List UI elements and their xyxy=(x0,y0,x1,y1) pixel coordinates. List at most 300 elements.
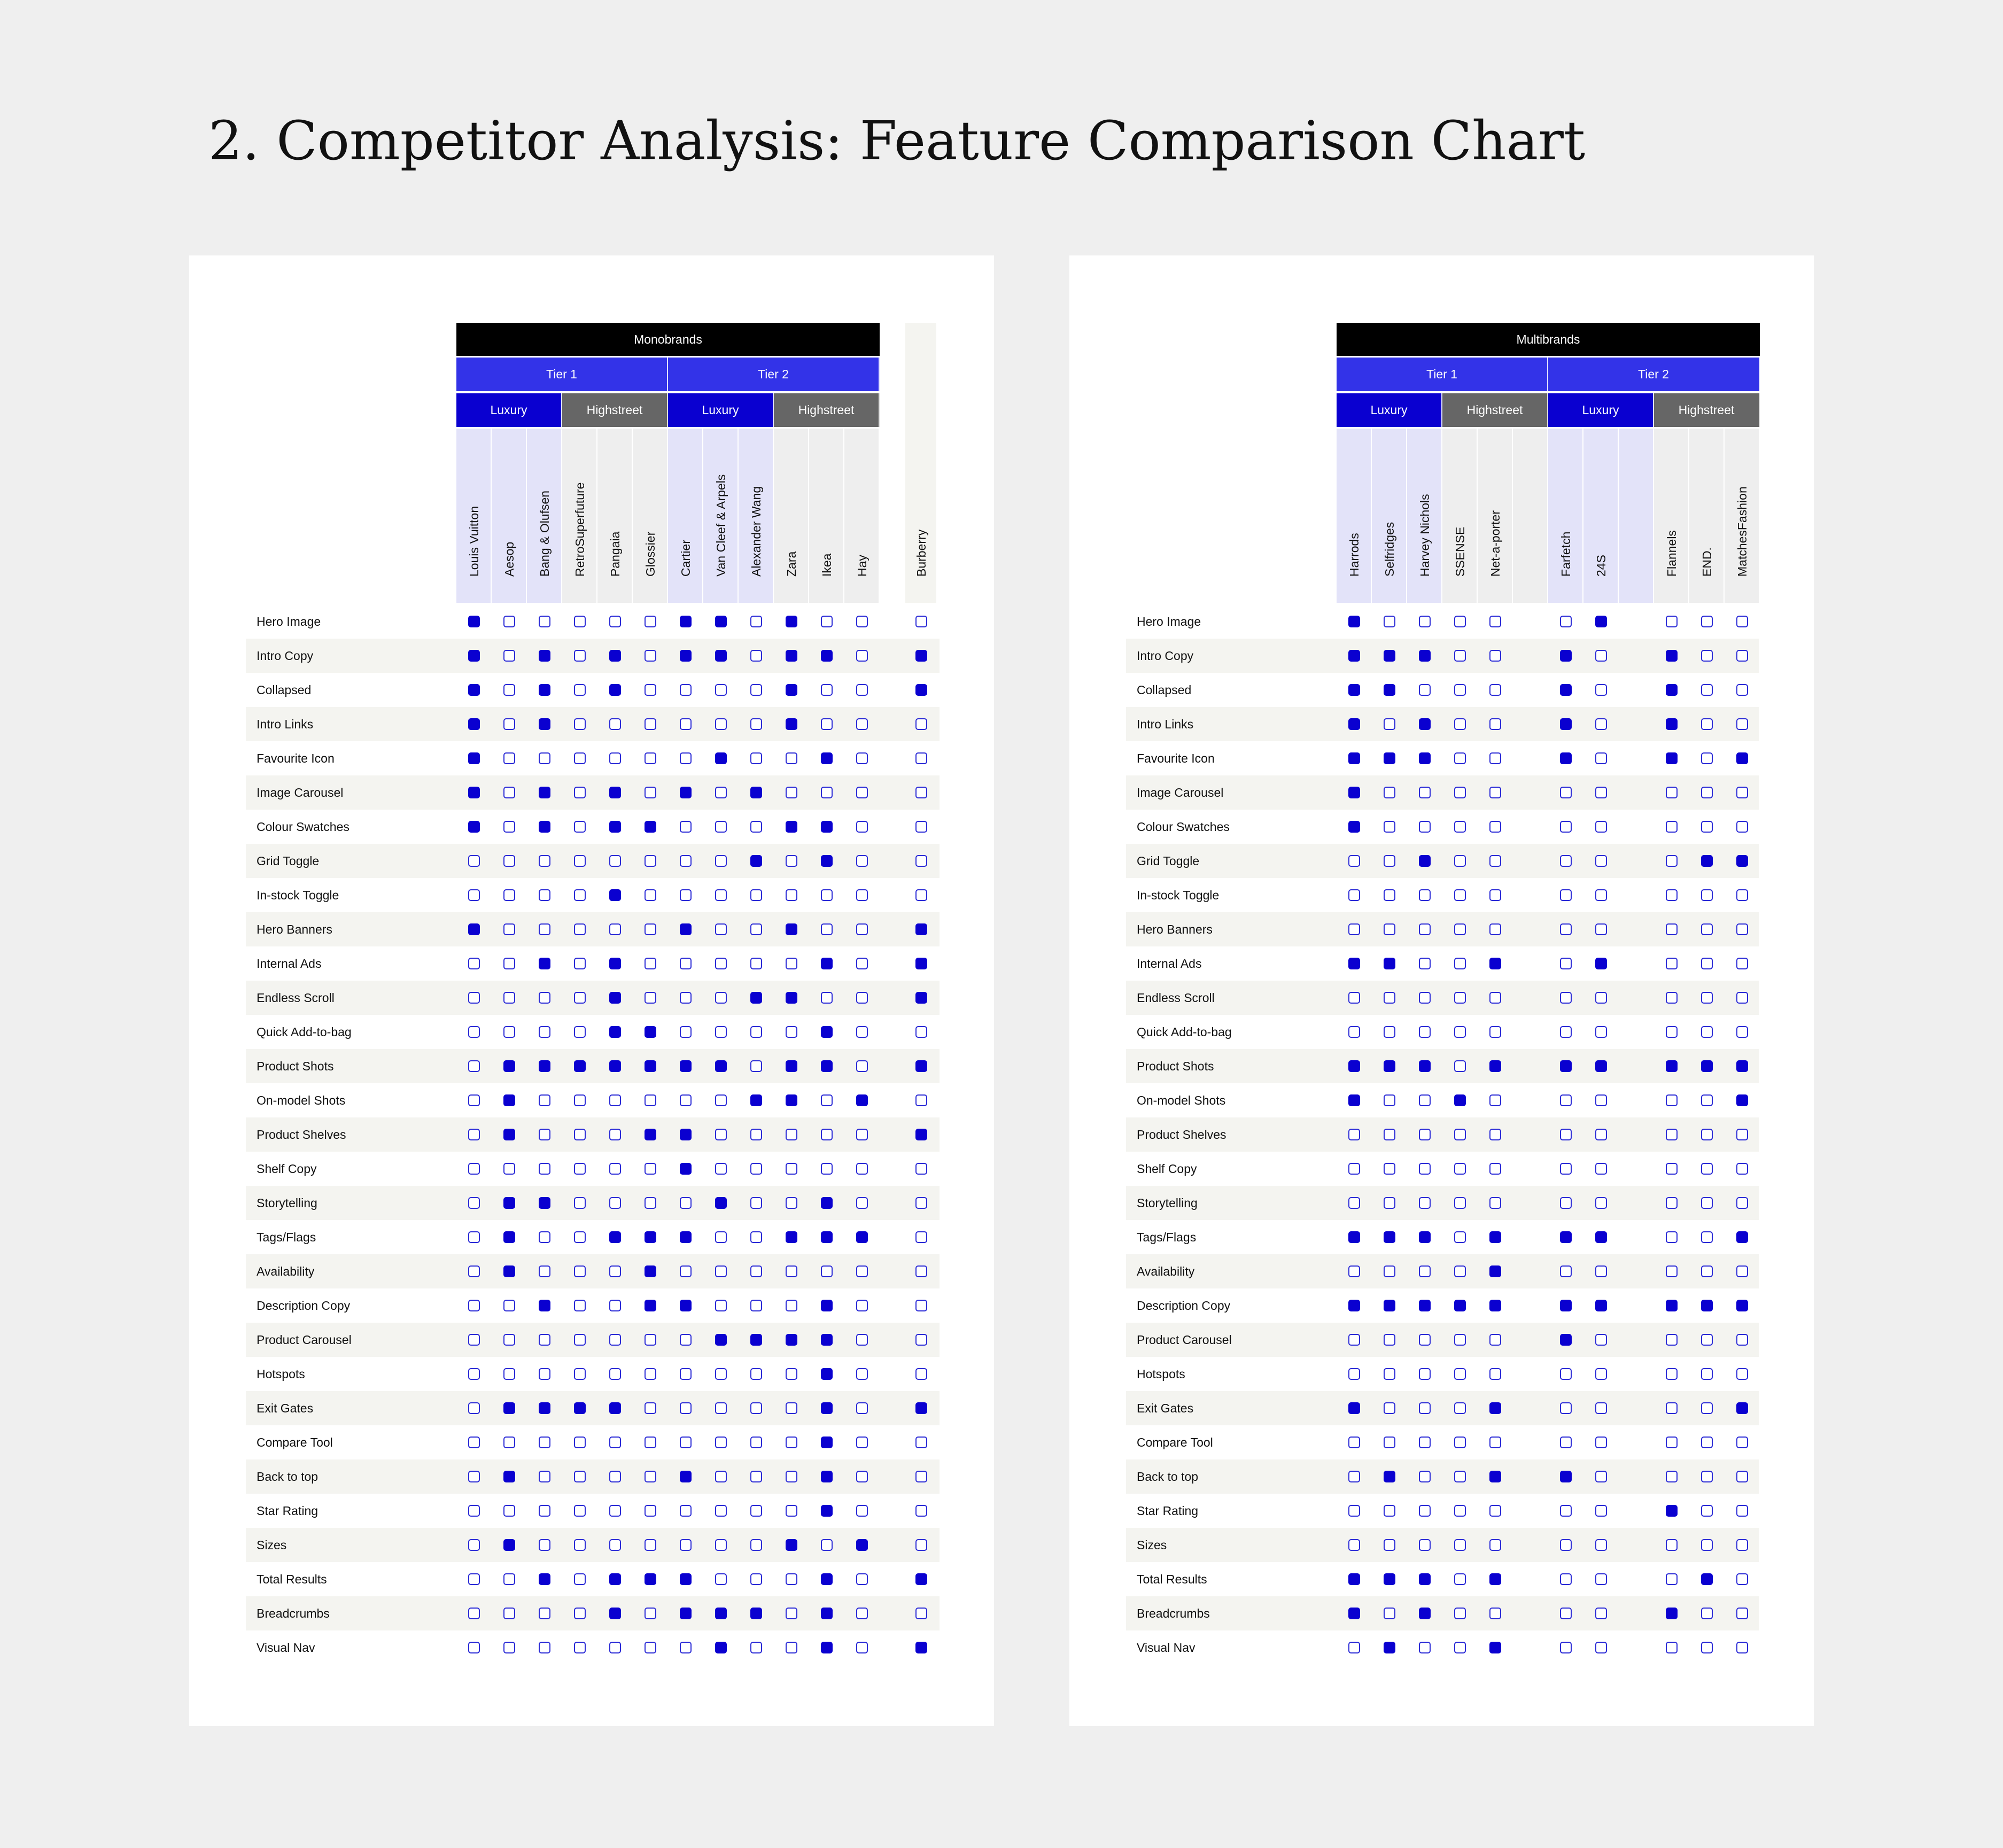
checkbox-unchecked[interactable] xyxy=(645,752,656,764)
checkbox-checked[interactable] xyxy=(680,1129,692,1140)
checkbox-unchecked[interactable] xyxy=(1666,1471,1678,1482)
checkbox-checked[interactable] xyxy=(750,787,762,798)
checkbox-unchecked[interactable] xyxy=(750,616,762,627)
checkbox-checked[interactable] xyxy=(609,1060,621,1072)
checkbox-unchecked[interactable] xyxy=(856,1437,868,1448)
checkbox-unchecked[interactable] xyxy=(786,889,797,901)
checkbox-checked[interactable] xyxy=(915,923,927,935)
checkbox-unchecked[interactable] xyxy=(856,1505,868,1517)
checkbox-unchecked[interactable] xyxy=(915,855,927,867)
checkbox-unchecked[interactable] xyxy=(1560,1163,1572,1175)
checkbox-unchecked[interactable] xyxy=(1489,1026,1501,1038)
checkbox-unchecked[interactable] xyxy=(1560,1437,1572,1448)
checkbox-checked[interactable] xyxy=(1419,1573,1431,1585)
checkbox-unchecked[interactable] xyxy=(715,992,727,1004)
checkbox-unchecked[interactable] xyxy=(1419,787,1431,798)
checkbox-checked[interactable] xyxy=(786,923,797,935)
checkbox-unchecked[interactable] xyxy=(468,1471,480,1482)
checkbox-unchecked[interactable] xyxy=(1454,684,1466,696)
checkbox-unchecked[interactable] xyxy=(503,1642,515,1653)
checkbox-unchecked[interactable] xyxy=(715,1163,727,1175)
checkbox-checked[interactable] xyxy=(821,958,833,969)
checkbox-unchecked[interactable] xyxy=(715,1402,727,1414)
checkbox-unchecked[interactable] xyxy=(1419,1437,1431,1448)
checkbox-unchecked[interactable] xyxy=(1560,787,1572,798)
checkbox-unchecked[interactable] xyxy=(1595,1197,1607,1209)
checkbox-unchecked[interactable] xyxy=(1384,889,1395,901)
checkbox-checked[interactable] xyxy=(1489,958,1501,969)
checkbox-checked[interactable] xyxy=(821,1437,833,1448)
checkbox-checked[interactable] xyxy=(1701,1060,1713,1072)
checkbox-unchecked[interactable] xyxy=(715,958,727,969)
checkbox-unchecked[interactable] xyxy=(1701,1231,1713,1243)
checkbox-unchecked[interactable] xyxy=(609,1094,621,1106)
checkbox-unchecked[interactable] xyxy=(609,1265,621,1277)
checkbox-unchecked[interactable] xyxy=(1419,684,1431,696)
checkbox-unchecked[interactable] xyxy=(1701,1197,1713,1209)
checkbox-unchecked[interactable] xyxy=(680,855,692,867)
checkbox-checked[interactable] xyxy=(821,1608,833,1619)
checkbox-unchecked[interactable] xyxy=(609,1300,621,1311)
checkbox-unchecked[interactable] xyxy=(1348,1026,1360,1038)
checkbox-unchecked[interactable] xyxy=(503,650,515,662)
checkbox-unchecked[interactable] xyxy=(1666,1539,1678,1551)
checkbox-checked[interactable] xyxy=(821,1060,833,1072)
checkbox-unchecked[interactable] xyxy=(468,855,480,867)
checkbox-checked[interactable] xyxy=(468,923,480,935)
checkbox-checked[interactable] xyxy=(915,1573,927,1585)
checkbox-checked[interactable] xyxy=(856,1231,868,1243)
checkbox-unchecked[interactable] xyxy=(609,855,621,867)
checkbox-unchecked[interactable] xyxy=(750,1368,762,1380)
checkbox-unchecked[interactable] xyxy=(856,889,868,901)
checkbox-unchecked[interactable] xyxy=(503,1368,515,1380)
checkbox-unchecked[interactable] xyxy=(915,1026,927,1038)
checkbox-unchecked[interactable] xyxy=(1736,1163,1748,1175)
checkbox-checked[interactable] xyxy=(786,1060,797,1072)
checkbox-unchecked[interactable] xyxy=(1384,923,1395,935)
checkbox-unchecked[interactable] xyxy=(715,1437,727,1448)
checkbox-unchecked[interactable] xyxy=(1454,1197,1466,1209)
checkbox-unchecked[interactable] xyxy=(503,1573,515,1585)
checkbox-unchecked[interactable] xyxy=(574,889,586,901)
checkbox-checked[interactable] xyxy=(609,992,621,1004)
checkbox-checked[interactable] xyxy=(1666,650,1678,662)
checkbox-unchecked[interactable] xyxy=(574,616,586,627)
checkbox-checked[interactable] xyxy=(1489,1231,1501,1243)
checkbox-unchecked[interactable] xyxy=(1666,1437,1678,1448)
checkbox-unchecked[interactable] xyxy=(1384,1094,1395,1106)
checkbox-unchecked[interactable] xyxy=(715,1129,727,1140)
checkbox-checked[interactable] xyxy=(645,1129,656,1140)
checkbox-unchecked[interactable] xyxy=(715,889,727,901)
checkbox-unchecked[interactable] xyxy=(574,923,586,935)
checkbox-unchecked[interactable] xyxy=(1489,787,1501,798)
checkbox-checked[interactable] xyxy=(680,1163,692,1175)
checkbox-checked[interactable] xyxy=(609,684,621,696)
checkbox-checked[interactable] xyxy=(915,1402,927,1414)
checkbox-unchecked[interactable] xyxy=(1384,1265,1395,1277)
checkbox-checked[interactable] xyxy=(468,650,480,662)
checkbox-unchecked[interactable] xyxy=(750,1129,762,1140)
checkbox-unchecked[interactable] xyxy=(468,1300,480,1311)
checkbox-unchecked[interactable] xyxy=(1560,1642,1572,1653)
checkbox-unchecked[interactable] xyxy=(856,923,868,935)
checkbox-unchecked[interactable] xyxy=(1595,1265,1607,1277)
checkbox-checked[interactable] xyxy=(1384,1471,1395,1482)
checkbox-checked[interactable] xyxy=(1595,1060,1607,1072)
checkbox-unchecked[interactable] xyxy=(1736,992,1748,1004)
checkbox-unchecked[interactable] xyxy=(1454,1163,1466,1175)
checkbox-unchecked[interactable] xyxy=(1595,1608,1607,1619)
checkbox-unchecked[interactable] xyxy=(645,1163,656,1175)
checkbox-unchecked[interactable] xyxy=(1489,718,1501,730)
checkbox-unchecked[interactable] xyxy=(856,1368,868,1380)
checkbox-unchecked[interactable] xyxy=(468,1060,480,1072)
checkbox-unchecked[interactable] xyxy=(539,1608,550,1619)
checkbox-checked[interactable] xyxy=(609,1608,621,1619)
checkbox-unchecked[interactable] xyxy=(856,1197,868,1209)
checkbox-unchecked[interactable] xyxy=(786,787,797,798)
checkbox-unchecked[interactable] xyxy=(1595,787,1607,798)
checkbox-unchecked[interactable] xyxy=(503,958,515,969)
checkbox-unchecked[interactable] xyxy=(609,1197,621,1209)
checkbox-unchecked[interactable] xyxy=(503,923,515,935)
checkbox-unchecked[interactable] xyxy=(856,1608,868,1619)
checkbox-unchecked[interactable] xyxy=(503,821,515,833)
checkbox-checked[interactable] xyxy=(1384,958,1395,969)
checkbox-unchecked[interactable] xyxy=(1454,923,1466,935)
checkbox-checked[interactable] xyxy=(1419,1231,1431,1243)
checkbox-unchecked[interactable] xyxy=(1736,616,1748,627)
checkbox-checked[interactable] xyxy=(1736,1060,1748,1072)
checkbox-unchecked[interactable] xyxy=(1595,1129,1607,1140)
checkbox-unchecked[interactable] xyxy=(574,684,586,696)
checkbox-unchecked[interactable] xyxy=(1666,958,1678,969)
checkbox-unchecked[interactable] xyxy=(574,1539,586,1551)
checkbox-unchecked[interactable] xyxy=(1701,1368,1713,1380)
checkbox-unchecked[interactable] xyxy=(1666,855,1678,867)
checkbox-unchecked[interactable] xyxy=(1736,923,1748,935)
checkbox-checked[interactable] xyxy=(786,684,797,696)
checkbox-unchecked[interactable] xyxy=(856,1060,868,1072)
checkbox-unchecked[interactable] xyxy=(574,1163,586,1175)
checkbox-unchecked[interactable] xyxy=(1384,1163,1395,1175)
checkbox-unchecked[interactable] xyxy=(680,1094,692,1106)
checkbox-unchecked[interactable] xyxy=(750,718,762,730)
checkbox-unchecked[interactable] xyxy=(821,1265,833,1277)
checkbox-checked[interactable] xyxy=(1489,1402,1501,1414)
checkbox-unchecked[interactable] xyxy=(786,1300,797,1311)
checkbox-unchecked[interactable] xyxy=(915,1437,927,1448)
checkbox-checked[interactable] xyxy=(539,1300,550,1311)
checkbox-checked[interactable] xyxy=(1348,787,1360,798)
checkbox-unchecked[interactable] xyxy=(1701,1334,1713,1346)
checkbox-unchecked[interactable] xyxy=(1595,752,1607,764)
checkbox-checked[interactable] xyxy=(1384,752,1395,764)
checkbox-unchecked[interactable] xyxy=(645,855,656,867)
checkbox-unchecked[interactable] xyxy=(915,616,927,627)
checkbox-unchecked[interactable] xyxy=(609,1471,621,1482)
checkbox-unchecked[interactable] xyxy=(1454,992,1466,1004)
checkbox-unchecked[interactable] xyxy=(1384,787,1395,798)
checkbox-checked[interactable] xyxy=(750,1094,762,1106)
checkbox-unchecked[interactable] xyxy=(1454,1642,1466,1653)
checkbox-checked[interactable] xyxy=(821,1368,833,1380)
checkbox-unchecked[interactable] xyxy=(645,616,656,627)
checkbox-checked[interactable] xyxy=(574,1060,586,1072)
checkbox-checked[interactable] xyxy=(1419,1060,1431,1072)
checkbox-unchecked[interactable] xyxy=(915,718,927,730)
checkbox-unchecked[interactable] xyxy=(1701,923,1713,935)
checkbox-unchecked[interactable] xyxy=(1736,1197,1748,1209)
checkbox-unchecked[interactable] xyxy=(856,1163,868,1175)
checkbox-unchecked[interactable] xyxy=(1666,923,1678,935)
checkbox-unchecked[interactable] xyxy=(1701,1163,1713,1175)
checkbox-unchecked[interactable] xyxy=(1560,1505,1572,1517)
checkbox-unchecked[interactable] xyxy=(1454,1505,1466,1517)
checkbox-checked[interactable] xyxy=(609,821,621,833)
checkbox-unchecked[interactable] xyxy=(1489,616,1501,627)
checkbox-checked[interactable] xyxy=(915,992,927,1004)
checkbox-checked[interactable] xyxy=(915,1060,927,1072)
checkbox-checked[interactable] xyxy=(1701,855,1713,867)
checkbox-unchecked[interactable] xyxy=(539,1094,550,1106)
checkbox-checked[interactable] xyxy=(915,958,927,969)
checkbox-unchecked[interactable] xyxy=(856,684,868,696)
checkbox-checked[interactable] xyxy=(539,718,550,730)
checkbox-unchecked[interactable] xyxy=(503,992,515,1004)
checkbox-unchecked[interactable] xyxy=(786,1197,797,1209)
checkbox-checked[interactable] xyxy=(1348,1300,1360,1311)
checkbox-unchecked[interactable] xyxy=(1454,1437,1466,1448)
checkbox-checked[interactable] xyxy=(821,1573,833,1585)
checkbox-unchecked[interactable] xyxy=(468,1197,480,1209)
checkbox-unchecked[interactable] xyxy=(1384,1026,1395,1038)
checkbox-unchecked[interactable] xyxy=(1489,1197,1501,1209)
checkbox-unchecked[interactable] xyxy=(1560,1265,1572,1277)
checkbox-unchecked[interactable] xyxy=(645,1505,656,1517)
checkbox-unchecked[interactable] xyxy=(821,1539,833,1551)
checkbox-unchecked[interactable] xyxy=(539,1642,550,1653)
checkbox-checked[interactable] xyxy=(645,1060,656,1072)
checkbox-unchecked[interactable] xyxy=(1419,821,1431,833)
checkbox-unchecked[interactable] xyxy=(1489,1437,1501,1448)
checkbox-checked[interactable] xyxy=(1666,684,1678,696)
checkbox-unchecked[interactable] xyxy=(1348,1539,1360,1551)
checkbox-unchecked[interactable] xyxy=(1560,616,1572,627)
checkbox-unchecked[interactable] xyxy=(750,923,762,935)
checkbox-unchecked[interactable] xyxy=(856,787,868,798)
checkbox-checked[interactable] xyxy=(1560,1060,1572,1072)
checkbox-checked[interactable] xyxy=(503,1094,515,1106)
checkbox-unchecked[interactable] xyxy=(609,1539,621,1551)
checkbox-checked[interactable] xyxy=(821,752,833,764)
checkbox-unchecked[interactable] xyxy=(1419,1402,1431,1414)
checkbox-unchecked[interactable] xyxy=(750,1505,762,1517)
checkbox-checked[interactable] xyxy=(821,1402,833,1414)
checkbox-unchecked[interactable] xyxy=(1595,718,1607,730)
checkbox-unchecked[interactable] xyxy=(468,1265,480,1277)
checkbox-checked[interactable] xyxy=(539,821,550,833)
checkbox-unchecked[interactable] xyxy=(915,1368,927,1380)
checkbox-checked[interactable] xyxy=(1595,616,1607,627)
checkbox-checked[interactable] xyxy=(680,787,692,798)
checkbox-unchecked[interactable] xyxy=(786,1573,797,1585)
checkbox-unchecked[interactable] xyxy=(786,1163,797,1175)
checkbox-checked[interactable] xyxy=(680,650,692,662)
checkbox-checked[interactable] xyxy=(645,1231,656,1243)
checkbox-checked[interactable] xyxy=(750,1334,762,1346)
checkbox-unchecked[interactable] xyxy=(750,1026,762,1038)
checkbox-unchecked[interactable] xyxy=(715,1300,727,1311)
checkbox-checked[interactable] xyxy=(1454,1300,1466,1311)
checkbox-unchecked[interactable] xyxy=(1419,1129,1431,1140)
checkbox-unchecked[interactable] xyxy=(503,1334,515,1346)
checkbox-unchecked[interactable] xyxy=(1736,1505,1748,1517)
checkbox-unchecked[interactable] xyxy=(1489,1539,1501,1551)
checkbox-unchecked[interactable] xyxy=(680,1334,692,1346)
checkbox-unchecked[interactable] xyxy=(821,1163,833,1175)
checkbox-checked[interactable] xyxy=(503,1197,515,1209)
checkbox-unchecked[interactable] xyxy=(574,992,586,1004)
checkbox-unchecked[interactable] xyxy=(1736,1368,1748,1380)
checkbox-unchecked[interactable] xyxy=(1489,1129,1501,1140)
checkbox-unchecked[interactable] xyxy=(574,1505,586,1517)
checkbox-unchecked[interactable] xyxy=(1701,821,1713,833)
checkbox-unchecked[interactable] xyxy=(1666,1334,1678,1346)
checkbox-checked[interactable] xyxy=(1348,1231,1360,1243)
checkbox-unchecked[interactable] xyxy=(609,718,621,730)
checkbox-checked[interactable] xyxy=(1736,1094,1748,1106)
checkbox-checked[interactable] xyxy=(821,1505,833,1517)
checkbox-checked[interactable] xyxy=(715,752,727,764)
checkbox-unchecked[interactable] xyxy=(680,1026,692,1038)
checkbox-unchecked[interactable] xyxy=(1348,1265,1360,1277)
checkbox-unchecked[interactable] xyxy=(645,1642,656,1653)
checkbox-checked[interactable] xyxy=(1489,1471,1501,1482)
checkbox-unchecked[interactable] xyxy=(1454,650,1466,662)
checkbox-unchecked[interactable] xyxy=(856,821,868,833)
checkbox-unchecked[interactable] xyxy=(1489,1094,1501,1106)
checkbox-checked[interactable] xyxy=(503,1471,515,1482)
checkbox-unchecked[interactable] xyxy=(856,958,868,969)
checkbox-unchecked[interactable] xyxy=(1384,1437,1395,1448)
checkbox-unchecked[interactable] xyxy=(856,1573,868,1585)
checkbox-checked[interactable] xyxy=(1560,1300,1572,1311)
checkbox-unchecked[interactable] xyxy=(503,855,515,867)
checkbox-checked[interactable] xyxy=(1348,1060,1360,1072)
checkbox-checked[interactable] xyxy=(1736,1402,1748,1414)
checkbox-unchecked[interactable] xyxy=(609,1505,621,1517)
checkbox-unchecked[interactable] xyxy=(1736,650,1748,662)
checkbox-unchecked[interactable] xyxy=(609,1437,621,1448)
checkbox-checked[interactable] xyxy=(786,1094,797,1106)
checkbox-checked[interactable] xyxy=(786,718,797,730)
checkbox-unchecked[interactable] xyxy=(715,684,727,696)
checkbox-checked[interactable] xyxy=(786,616,797,627)
checkbox-unchecked[interactable] xyxy=(1560,1608,1572,1619)
checkbox-unchecked[interactable] xyxy=(503,718,515,730)
checkbox-unchecked[interactable] xyxy=(574,1129,586,1140)
checkbox-unchecked[interactable] xyxy=(539,1539,550,1551)
checkbox-unchecked[interactable] xyxy=(786,1265,797,1277)
checkbox-unchecked[interactable] xyxy=(1348,855,1360,867)
checkbox-checked[interactable] xyxy=(1348,616,1360,627)
checkbox-unchecked[interactable] xyxy=(750,889,762,901)
checkbox-unchecked[interactable] xyxy=(468,958,480,969)
checkbox-checked[interactable] xyxy=(1595,958,1607,969)
checkbox-unchecked[interactable] xyxy=(856,752,868,764)
checkbox-unchecked[interactable] xyxy=(915,1300,927,1311)
checkbox-unchecked[interactable] xyxy=(1701,1539,1713,1551)
checkbox-unchecked[interactable] xyxy=(715,1471,727,1482)
checkbox-unchecked[interactable] xyxy=(574,752,586,764)
checkbox-unchecked[interactable] xyxy=(468,1026,480,1038)
checkbox-checked[interactable] xyxy=(915,650,927,662)
checkbox-unchecked[interactable] xyxy=(645,1608,656,1619)
checkbox-unchecked[interactable] xyxy=(856,1129,868,1140)
checkbox-unchecked[interactable] xyxy=(1595,650,1607,662)
checkbox-checked[interactable] xyxy=(680,1471,692,1482)
checkbox-checked[interactable] xyxy=(468,787,480,798)
checkbox-checked[interactable] xyxy=(821,855,833,867)
checkbox-unchecked[interactable] xyxy=(1736,1334,1748,1346)
checkbox-checked[interactable] xyxy=(1595,1300,1607,1311)
checkbox-checked[interactable] xyxy=(1419,752,1431,764)
checkbox-unchecked[interactable] xyxy=(856,650,868,662)
checkbox-checked[interactable] xyxy=(468,821,480,833)
checkbox-unchecked[interactable] xyxy=(1701,1505,1713,1517)
checkbox-unchecked[interactable] xyxy=(821,684,833,696)
checkbox-checked[interactable] xyxy=(821,1231,833,1243)
checkbox-unchecked[interactable] xyxy=(1454,1334,1466,1346)
checkbox-checked[interactable] xyxy=(821,650,833,662)
checkbox-unchecked[interactable] xyxy=(645,1094,656,1106)
checkbox-unchecked[interactable] xyxy=(786,1642,797,1653)
checkbox-unchecked[interactable] xyxy=(1489,1334,1501,1346)
checkbox-unchecked[interactable] xyxy=(1666,889,1678,901)
checkbox-checked[interactable] xyxy=(1489,1265,1501,1277)
checkbox-unchecked[interactable] xyxy=(1489,923,1501,935)
checkbox-unchecked[interactable] xyxy=(1701,650,1713,662)
checkbox-unchecked[interactable] xyxy=(1454,1129,1466,1140)
checkbox-unchecked[interactable] xyxy=(680,958,692,969)
checkbox-checked[interactable] xyxy=(645,1265,656,1277)
checkbox-checked[interactable] xyxy=(680,1231,692,1243)
checkbox-unchecked[interactable] xyxy=(1736,889,1748,901)
checkbox-checked[interactable] xyxy=(1348,752,1360,764)
checkbox-unchecked[interactable] xyxy=(468,992,480,1004)
checkbox-checked[interactable] xyxy=(1736,752,1748,764)
checkbox-checked[interactable] xyxy=(1666,1300,1678,1311)
checkbox-checked[interactable] xyxy=(915,1642,927,1653)
checkbox-unchecked[interactable] xyxy=(1454,855,1466,867)
checkbox-unchecked[interactable] xyxy=(539,1505,550,1517)
checkbox-unchecked[interactable] xyxy=(609,923,621,935)
checkbox-unchecked[interactable] xyxy=(786,1026,797,1038)
checkbox-unchecked[interactable] xyxy=(1560,1368,1572,1380)
checkbox-unchecked[interactable] xyxy=(856,1402,868,1414)
checkbox-unchecked[interactable] xyxy=(574,821,586,833)
checkbox-unchecked[interactable] xyxy=(915,1539,927,1551)
checkbox-checked[interactable] xyxy=(680,1300,692,1311)
checkbox-unchecked[interactable] xyxy=(1384,616,1395,627)
checkbox-unchecked[interactable] xyxy=(1384,1368,1395,1380)
checkbox-unchecked[interactable] xyxy=(715,923,727,935)
checkbox-checked[interactable] xyxy=(1419,718,1431,730)
checkbox-checked[interactable] xyxy=(1419,1300,1431,1311)
